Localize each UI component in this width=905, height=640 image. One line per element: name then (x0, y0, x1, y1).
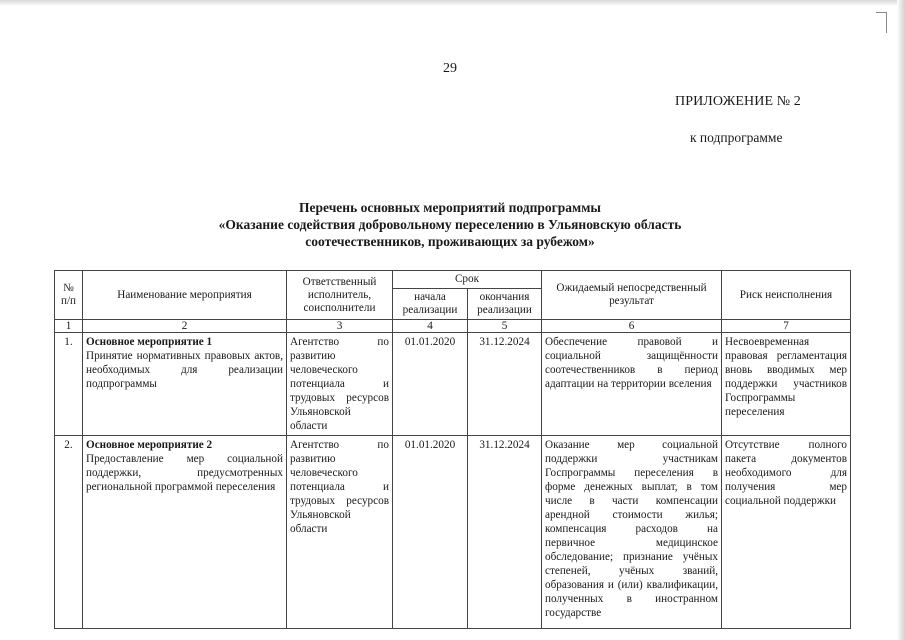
document-heading (150, 199, 750, 250)
header-result: Ожидаемый непосредственный результат (542, 271, 722, 320)
column-number: 4 (393, 320, 468, 333)
risk-cell: Несвоевременная правовая регламентация вновь вводимых мер поддержки участников Госпрограммы переселения (722, 333, 851, 436)
page-number: 29 (443, 61, 457, 76)
measure-cell (83, 436, 287, 629)
table-row (55, 436, 851, 629)
column-number: 5 (468, 320, 542, 333)
column-number: 3 (287, 320, 393, 333)
heading-line-1: Перечень основных мероприятий подпрограммы (299, 200, 601, 215)
executor-cell: Агентство по развитию человеческого потенциала и трудовых ресурсов Ульяновской области (287, 436, 393, 629)
header-end: окончания реализации (468, 289, 542, 320)
header-start: начала реализации (393, 289, 468, 320)
measure-description: Предоставление мер социальной поддержки, предусмотренных региональной программой переселения (86, 453, 283, 493)
row-number: 2. (55, 436, 83, 629)
scan-corner-mark (876, 12, 887, 33)
scan-edge-right (897, 0, 905, 640)
header-num: № п/п (55, 271, 83, 320)
start-date: 01.01.2020 (393, 333, 468, 436)
header-risk: Риск неисполнения (722, 271, 851, 320)
column-number: 1 (55, 320, 83, 333)
start-date: 01.01.2020 (393, 436, 468, 629)
column-number: 7 (722, 320, 851, 333)
header-executor: Ответственный исполнитель, соисполнители (287, 271, 393, 320)
table-header-row (55, 271, 851, 289)
column-number-row (55, 320, 851, 333)
result-cell: Обеспечение правовой и социальной защищённости соотечественников в период адаптации на территории вселения (542, 333, 722, 436)
end-date: 31.12.2024 (468, 333, 542, 436)
appendix-title: ПРИЛОЖЕНИЕ № 2 (675, 94, 801, 109)
risk-cell: Отсутствие полного пакета документов необходимого для получения мер социальной поддержки (722, 436, 851, 629)
row-number: 1. (55, 333, 83, 436)
end-date: 31.12.2024 (468, 436, 542, 629)
measure-cell (83, 333, 287, 436)
heading-line-2: «Оказание содействия добровольному переселению в Ульяновскую область (218, 217, 682, 232)
executor-cell: Агентство по развитию человеческого потенциала и трудовых ресурсов Ульяновской области (287, 333, 393, 436)
column-number: 2 (83, 320, 287, 333)
heading-line-3: соотечественников, проживающих за рубежом» (305, 234, 595, 249)
measure-title: Основное мероприятие 1 (86, 336, 213, 348)
measures-table (54, 270, 851, 629)
table-row (55, 333, 851, 436)
scan-edge-top (0, 0, 905, 6)
header-term: Срок (393, 271, 542, 289)
appendix-subtitle: к подпрограмме (690, 130, 783, 145)
column-number: 6 (542, 320, 722, 333)
result-cell: Оказание мер социальной поддержки участникам Госпрограммы переселения в форме денежных выплат, в том числе в части компенсации арендной стоимости жилья; компенсация расходов на первичное медицинское обследование; признание учёных степеней, учёных званий, образования и (или) квалификации, полученных в иностранном государстве (542, 436, 722, 629)
measure-title: Основное мероприятие 2 (86, 439, 213, 451)
header-name: Наименование мероприятия (83, 271, 287, 320)
measure-description: Принятие нормативных правовых актов, необходимых для реализации подпрограммы (86, 350, 283, 390)
